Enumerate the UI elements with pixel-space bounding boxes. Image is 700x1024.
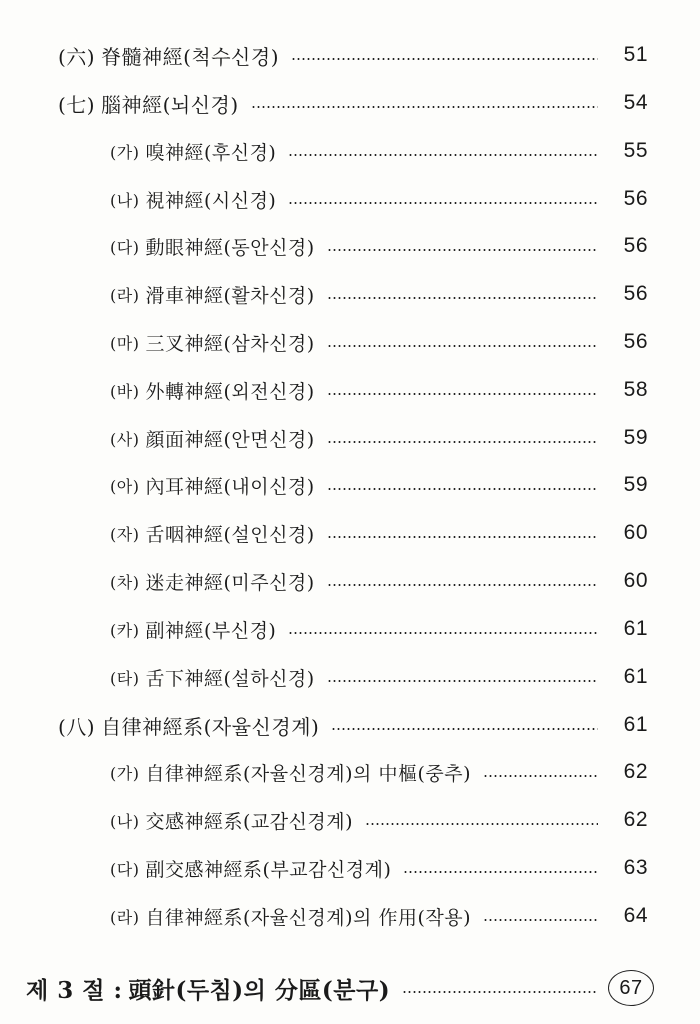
entry-page-number: 61 [623, 617, 648, 640]
dot-leader [483, 775, 598, 777]
section-title: 頭針(두침)의 分區(분구) [128, 976, 391, 1004]
entry-title: 副交感神經系(부교감신경계) [145, 858, 392, 881]
entry-page-number: 60 [623, 521, 648, 544]
toc-entry [0, 370, 700, 410]
entry-page-number: 60 [623, 569, 648, 592]
entry-page-number: 51 [623, 43, 648, 66]
dot-leader [291, 58, 598, 60]
toc-entry [0, 705, 700, 745]
entry-title: 交感神經系(교감신경계) [145, 810, 354, 833]
dot-leader [327, 345, 598, 347]
toc-entry [0, 800, 700, 840]
entry-marker: (차) [110, 572, 140, 592]
entry-title: 自律神經系(자율신경계)의 中樞(중추) [145, 762, 471, 785]
dot-leader [402, 991, 596, 993]
entry-page-number: 59 [623, 473, 648, 496]
toc-entry [0, 226, 700, 266]
dot-leader [327, 297, 598, 299]
toc-entry [0, 83, 700, 123]
toc-section-entry [0, 968, 700, 1008]
dot-leader [327, 441, 598, 443]
entry-marker: (카) [110, 620, 140, 640]
dot-leader [327, 536, 598, 538]
entry-page-number: 58 [623, 378, 648, 401]
entry-page-number: 56 [623, 187, 648, 210]
entry-marker: (가) [110, 763, 140, 783]
entry-marker: (다) [110, 237, 140, 257]
toc-entry [0, 274, 700, 314]
entry-marker: (라) [110, 907, 140, 927]
entry-page-number: 61 [623, 665, 648, 688]
entry-marker: (마) [110, 333, 140, 353]
toc-entry [0, 179, 700, 219]
entry-title: 副神經(부신경) [145, 619, 277, 642]
entry-title: 自律神經系(자율신경계) [101, 714, 320, 739]
entry-page-number: 62 [623, 808, 648, 831]
entry-page-number: 61 [623, 713, 648, 736]
toc-entry [0, 848, 700, 888]
toc-entry [0, 752, 700, 792]
toc-entry [0, 418, 700, 458]
toc-entry [0, 35, 700, 75]
toc-entry [0, 322, 700, 362]
entry-marker: (六) [58, 44, 96, 69]
entry-title: 外轉神經(외전신경) [145, 380, 315, 403]
entry-marker: (나) [110, 811, 140, 831]
entry-marker: (八) [58, 714, 96, 739]
section-marker: 제 3 절 : [26, 976, 123, 1004]
entry-title: 顔面神經(안면신경) [145, 428, 315, 451]
entry-title: 舌咽神經(설인신경) [145, 523, 315, 546]
dot-leader [288, 632, 598, 634]
toc-entry [0, 609, 700, 649]
dot-leader [327, 680, 598, 682]
entry-title: 腦神經(뇌신경) [101, 92, 239, 117]
entry-marker: (타) [110, 668, 140, 688]
entry-page-number: 55 [623, 139, 648, 162]
entry-marker: (다) [110, 859, 140, 879]
entry-marker: (七) [58, 92, 96, 117]
dot-leader [327, 584, 598, 586]
entry-marker: (나) [110, 190, 140, 210]
entry-page-number: 64 [623, 904, 648, 927]
entry-title: 三叉神經(삼차신경) [145, 332, 315, 355]
entry-page-number: 59 [623, 426, 648, 449]
entry-marker: (자) [110, 524, 140, 544]
toc-entry [0, 131, 700, 171]
dot-leader [365, 823, 598, 825]
entry-page-number: 63 [623, 856, 648, 879]
dot-leader [288, 202, 598, 204]
toc-entry [0, 896, 700, 936]
dot-leader [327, 393, 598, 395]
toc-entry [0, 465, 700, 505]
dot-leader [403, 871, 598, 873]
entry-title: 脊髓神經(척수신경) [101, 44, 279, 69]
entry-page-number: 56 [623, 330, 648, 353]
entry-page-number: 56 [623, 234, 648, 257]
entry-title: 自律神經系(자율신경계)의 作用(작용) [145, 906, 471, 929]
dot-leader [327, 249, 598, 251]
entry-title: 迷走神經(미주신경) [145, 571, 315, 594]
entry-title: 視神經(시신경) [145, 189, 277, 212]
entry-page-number: 62 [623, 760, 648, 783]
dot-leader [331, 728, 598, 730]
toc-entry [0, 561, 700, 601]
entry-marker: (라) [110, 285, 140, 305]
entry-title: 內耳神經(내이신경) [145, 475, 315, 498]
entry-page-number: 54 [623, 91, 648, 114]
dot-leader [327, 488, 598, 490]
dot-leader [288, 154, 598, 156]
entry-marker: (사) [110, 429, 140, 449]
dot-leader [483, 919, 598, 921]
section-page-number: 67 [608, 970, 654, 1006]
dot-leader [251, 106, 598, 108]
entry-page-number: 56 [623, 282, 648, 305]
entry-title: 嗅神經(후신경) [145, 141, 277, 164]
toc-entry [0, 513, 700, 553]
entry-marker: (아) [110, 476, 140, 496]
entry-marker: (가) [110, 142, 140, 162]
entry-title: 舌下神經(설하신경) [145, 667, 315, 690]
entry-title: 動眼神經(동안신경) [145, 236, 315, 259]
entry-title: 滑車神經(활차신경) [145, 284, 315, 307]
entry-marker: (바) [110, 381, 140, 401]
toc-entry [0, 657, 700, 697]
